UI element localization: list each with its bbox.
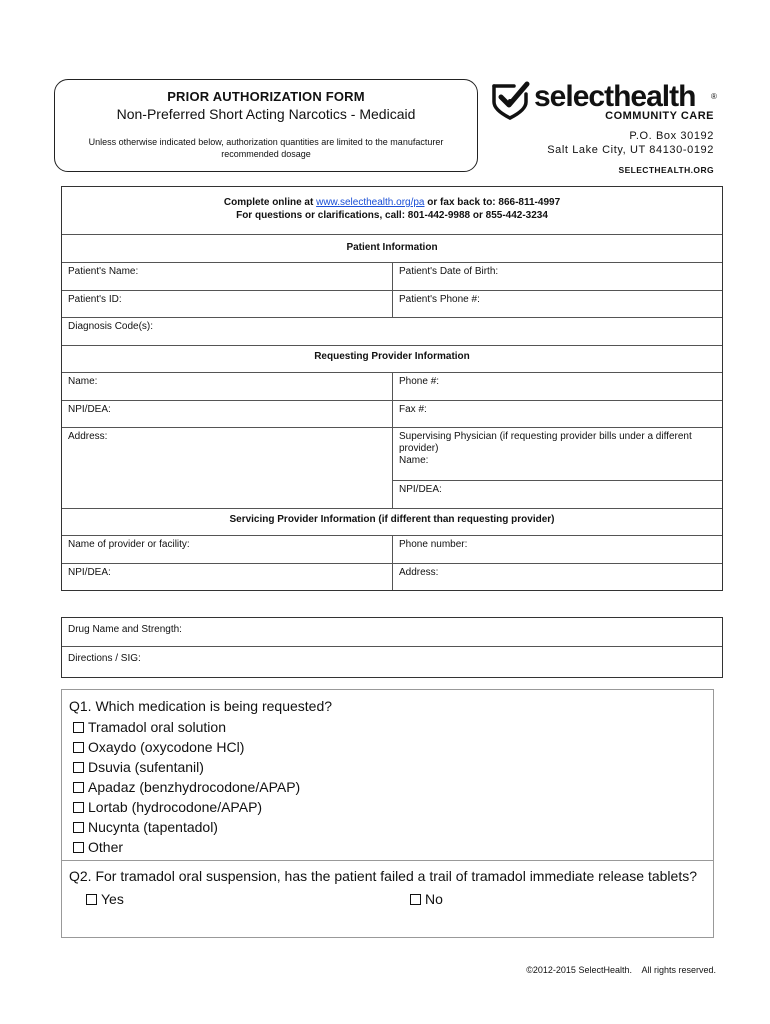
yes-no-options	[62, 889, 713, 913]
drug-info-table	[61, 617, 723, 678]
requesting-provider-header: Requesting Provider Information	[314, 351, 470, 362]
requesting-phone-field[interactable]: Phone #:	[399, 376, 440, 387]
option-lortab[interactable]	[73, 797, 713, 817]
requesting-fax-field[interactable]: Fax #:	[399, 404, 427, 415]
requesting-header-row	[62, 346, 722, 373]
servicing-provider-header: Servicing Provider Information (if different than requesting provider)	[229, 514, 555, 525]
patient-id-field[interactable]: Patient's ID:	[62, 291, 393, 317]
supervising-npi-field[interactable]: NPI/DEA:	[399, 484, 442, 495]
brand-name: selecthealth	[534, 80, 696, 113]
checkbox-icon[interactable]	[73, 722, 84, 733]
option-label: Nucynta (tapentadol)	[88, 819, 218, 835]
checkbox-icon[interactable]	[86, 894, 97, 905]
diagnosis-code-field[interactable]: Diagnosis Code(s):	[68, 321, 154, 332]
patient-phone-field[interactable]: Patient's Phone #:	[399, 294, 480, 305]
medication-options	[73, 717, 713, 857]
contact-row	[62, 187, 722, 235]
quantity-note: Unless otherwise indicated below, authorization quantities are limited to the manufacturer recommended dosage	[88, 137, 444, 159]
patient-row-2	[62, 291, 722, 318]
option-dsuvia[interactable]	[73, 757, 713, 777]
requesting-address-field[interactable]: Address:	[62, 428, 393, 508]
patient-name-field[interactable]: Patient's Name:	[62, 263, 393, 290]
question-2: Q2. For tramadol oral suspension, has the patient failed a trail of tramadol immediate release tablets?	[69, 868, 697, 884]
checkbox-icon[interactable]	[73, 742, 84, 753]
checkbox-icon[interactable]	[73, 782, 84, 793]
servicing-phone-field[interactable]: Phone number:	[399, 539, 468, 550]
form-title-box	[54, 79, 478, 172]
website-text: SELECTHEALTH.ORG	[618, 165, 714, 175]
questions-box	[61, 689, 714, 938]
drug-name-strength-field[interactable]: Drug Name and Strength:	[68, 624, 182, 635]
servicing-address-field[interactable]: Address:	[399, 567, 439, 578]
option-yes[interactable]	[86, 889, 124, 909]
servicing-header-row	[62, 509, 722, 536]
supervising-name-label: Name:	[399, 455, 429, 466]
option-label: Oxaydo (oxycodone HCl)	[88, 739, 245, 755]
option-tramadol[interactable]	[73, 717, 713, 737]
option-oxaydo[interactable]	[73, 737, 713, 757]
po-box: P.O. Box 30192	[629, 130, 714, 142]
servicing-npi-field[interactable]: NPI/DEA:	[62, 564, 393, 590]
yes-label: Yes	[101, 891, 124, 907]
phone-contact-text: For questions or clarifications, call: 801-442-9988 or 855-442-3234	[236, 210, 548, 221]
contact-prefix: Complete online at	[223, 197, 317, 208]
fax-text: or fax back to: 866-811-4997	[424, 197, 561, 208]
checkbox-icon[interactable]	[73, 762, 84, 773]
servicing-row-2	[62, 564, 722, 590]
option-no[interactable]	[410, 889, 443, 909]
authorization-form-table	[61, 186, 723, 591]
contact-info	[62, 187, 722, 234]
patient-row-1	[62, 263, 722, 291]
drug-row-2	[62, 647, 722, 677]
option-label: Lortab (hydrocodone/APAP)	[88, 799, 263, 815]
requesting-row-3	[62, 428, 722, 509]
option-other[interactable]	[73, 837, 713, 857]
online-pa-link[interactable]: www.selecthealth.org/pa	[316, 197, 425, 208]
requesting-name-field[interactable]: Name:	[62, 373, 393, 400]
no-label: No	[425, 891, 443, 907]
supervising-physician-block	[393, 428, 722, 508]
copyright-footer: ©2012-2015 SelectHealth. All rights reserved.	[526, 965, 716, 975]
option-label: Apadaz (benzhydrocodone/APAP)	[88, 779, 301, 795]
option-nucynta[interactable]	[73, 817, 713, 837]
option-apadaz[interactable]	[73, 777, 713, 797]
directions-sig-field[interactable]: Directions / SIG:	[68, 653, 141, 664]
checkbox-icon[interactable]	[73, 822, 84, 833]
patient-header-row	[62, 235, 722, 263]
patient-info-header: Patient Information	[346, 242, 438, 253]
brand-subtitle: COMMUNITY CARE	[605, 110, 714, 122]
form-title: PRIOR AUTHORIZATION FORM	[167, 89, 365, 104]
checkbox-icon[interactable]	[73, 842, 84, 853]
servicing-name-field[interactable]: Name of provider or facility:	[62, 536, 393, 563]
city-state-zip: Salt Lake City, UT 84130-0192	[547, 144, 714, 156]
requesting-row-2	[62, 401, 722, 428]
checkbox-icon[interactable]	[410, 894, 421, 905]
servicing-row-1	[62, 536, 722, 564]
option-label: Other	[88, 839, 124, 855]
question-1: Q1. Which medication is being requested?	[69, 698, 333, 714]
checkbox-icon[interactable]	[73, 802, 84, 813]
form-subtitle: Non-Preferred Short Acting Narcotics - Medicaid	[116, 106, 416, 122]
registered-mark: ®	[711, 92, 717, 101]
patient-row-3	[62, 318, 722, 346]
requesting-npi-field[interactable]: NPI/DEA:	[62, 401, 393, 427]
supervising-physician-label: Supervising Physician (if requesting provider bills under a different provider)	[399, 431, 692, 454]
drug-row-1	[62, 618, 722, 647]
option-label: Tramadol oral solution	[88, 719, 226, 735]
option-label: Dsuvia (sufentanil)	[88, 759, 204, 775]
requesting-row-1	[62, 373, 722, 401]
patient-dob-field[interactable]: Patient's Date of Birth:	[399, 266, 499, 277]
question-divider	[62, 860, 713, 861]
selecthealth-logo	[490, 80, 720, 176]
supervising-physician-field[interactable]	[393, 428, 722, 481]
